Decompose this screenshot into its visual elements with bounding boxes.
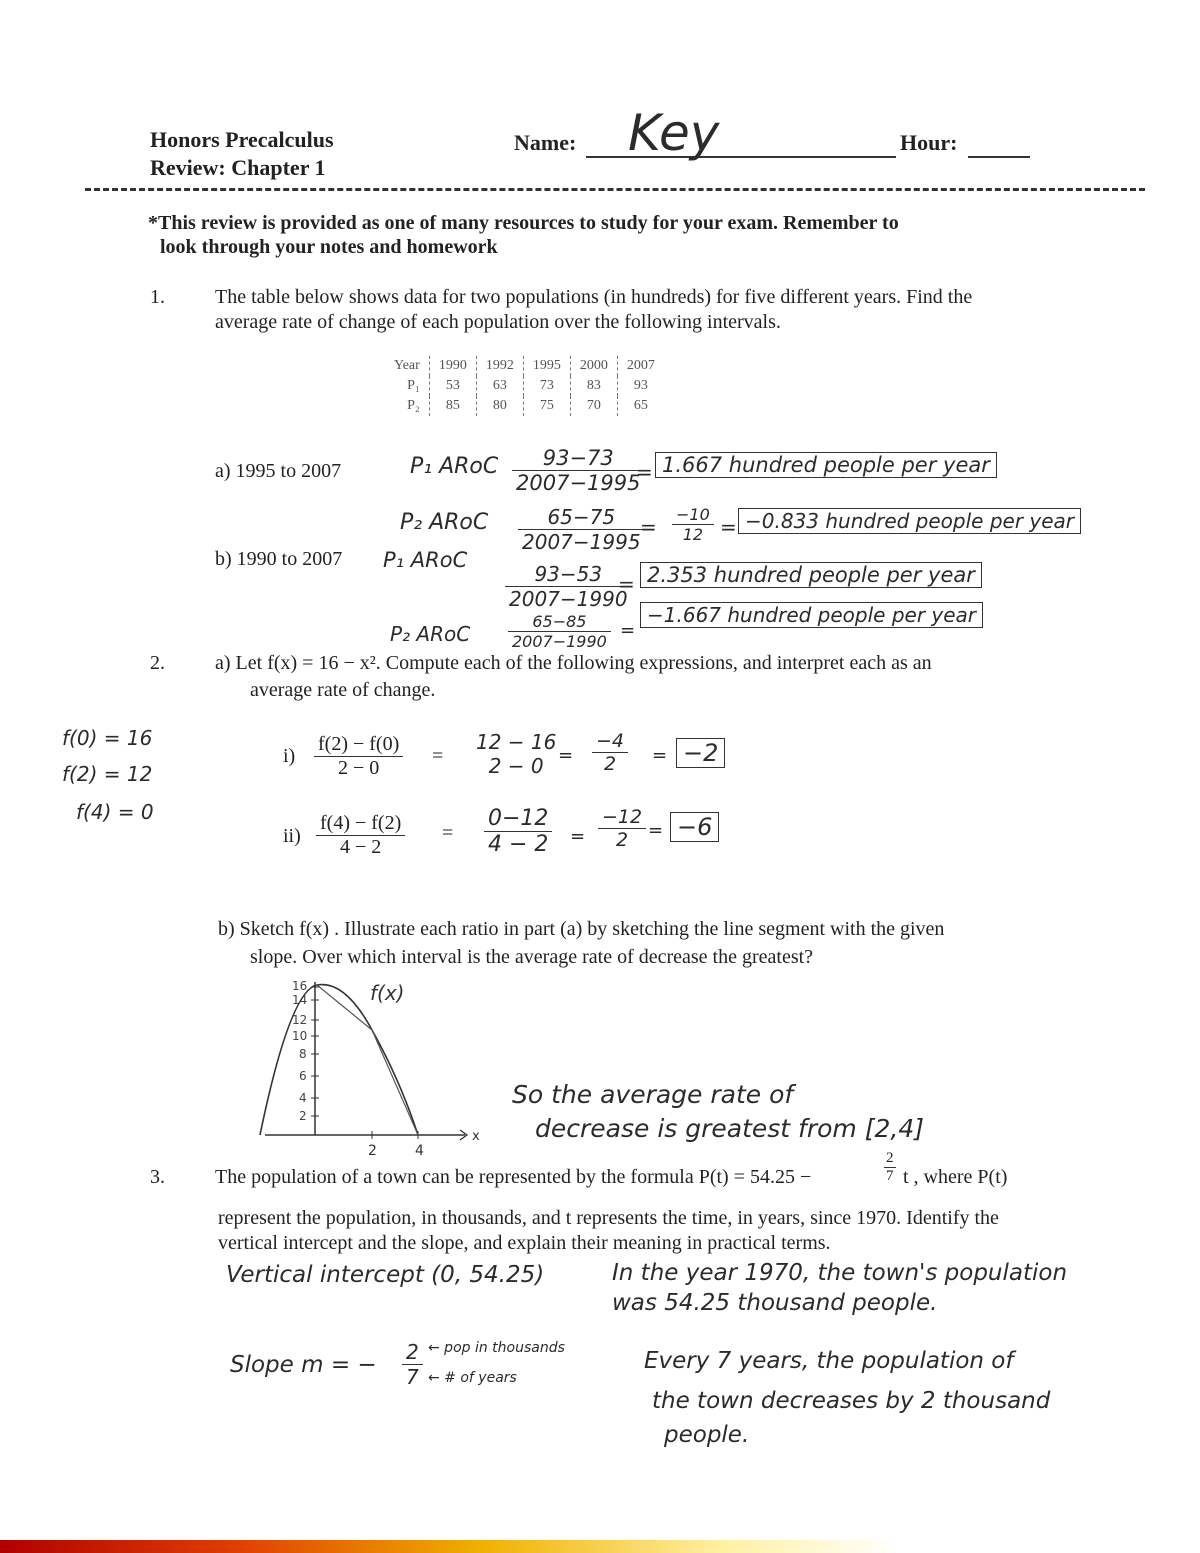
q3-formula-fraction (884, 1150, 896, 1185)
y-tick-label: 8 (299, 1047, 307, 1061)
q1-a-p1-label: P₁ ARoC (410, 454, 499, 479)
fraction-numerator: −12 (598, 806, 646, 829)
q3-intercept-explanation-1: In the year 1970, the town's population (612, 1260, 1068, 1286)
q2-a-line-1: a) Let f(x) = 16 − x². Compute each of the following expressions, and interpret each as an (215, 652, 932, 674)
side-note: f(0) = 16 (62, 726, 153, 750)
q2-i-simplified (592, 730, 628, 775)
q1-a-p2-answer: −0.833 hundred people per year (738, 508, 1081, 534)
table-cell: 83 (570, 376, 617, 396)
q1-b-p1-fraction (505, 562, 632, 611)
fraction-numerator: 65−75 (518, 505, 645, 530)
table-cell: 65 (617, 396, 664, 416)
q1-b-p2-fraction (508, 612, 611, 651)
q1-a-p2-mid-fraction (672, 505, 714, 544)
conclusion-line-2: decrease is greatest from [2,4] (535, 1114, 924, 1143)
fraction-numerator: 0−12 (484, 806, 552, 832)
fraction-denominator: 2007−1995 (516, 471, 641, 495)
q1-b-p2-answer: −1.667 hundred people per year (640, 602, 983, 628)
intro-line-1: *This review is provided as one of many resources to study for your exam. Remember to (148, 212, 899, 234)
q1-line-2: average rate of change of each population over the following intervals. (215, 311, 781, 333)
secant-line-0-2 (317, 985, 372, 1030)
fraction-numerator: −4 (592, 730, 628, 753)
fraction-denominator: 2 (603, 753, 617, 775)
fraction-numerator: 12 − 16 (476, 730, 557, 754)
table-cell: 73 (523, 376, 570, 396)
q1-b-p1-label: P₁ ARoC (383, 548, 468, 572)
table-cell: 70 (570, 396, 617, 416)
y-tick-label: 10 (292, 1029, 308, 1043)
hour-line (968, 156, 1030, 158)
fraction-denominator: 12 (682, 525, 704, 544)
table-cell: P₂ (407, 398, 420, 413)
q2-i-label: i) (283, 745, 296, 767)
scan-edge-bar (0, 1540, 1200, 1553)
name-label: Name: (514, 130, 577, 155)
function-sketch (220, 970, 520, 1170)
side-note: f(2) = 12 (62, 762, 153, 786)
fraction-denominator: 2007−1990 (509, 587, 628, 611)
table-cell: 53 (429, 376, 476, 396)
graph-label: f(x) (370, 981, 405, 1005)
fraction-numerator: f(2) − f(0) (314, 733, 403, 757)
table-cell: 1990 (429, 356, 476, 376)
q1-a-p1-answer: 1.667 hundred people per year (655, 452, 997, 478)
q3-slope-note-top: ← pop in thousands (428, 1340, 565, 1356)
fraction-numerator: 93−53 (505, 562, 632, 587)
fraction-denominator: 2 − 0 (488, 754, 544, 778)
table-cell: 2007 (617, 356, 664, 376)
parabola-curve (260, 985, 418, 1135)
y-tick-label: 12 (292, 1013, 308, 1027)
q1-number: 1. (150, 286, 165, 308)
table-cell: 1995 (523, 356, 570, 376)
q2-ii-fraction (316, 812, 405, 859)
q3-line-1-after: t , where P(t) (903, 1166, 1008, 1188)
table-cell: 1992 (476, 356, 523, 376)
q1-b-p1-answer: 2.353 hundred people per year (640, 562, 982, 588)
q2-i-work (472, 730, 560, 778)
q3-intercept-label: Vertical intercept (0, 54.25) (226, 1262, 545, 1288)
fraction-denominator: 2007−1990 (512, 632, 607, 651)
fraction-numerator: f(4) − f(2) (316, 812, 405, 836)
table-cell: 93 (617, 376, 664, 396)
x-tick-label: 4 (415, 1143, 424, 1159)
q3-slope-label: Slope m = − (230, 1352, 377, 1378)
q3-line-2: represent the population, in thousands, and t represents the time, in years, since 1970. Identify the (218, 1207, 999, 1229)
q3-slope-explanation-1: Every 7 years, the population of (644, 1348, 1014, 1374)
q2-b-line-1: b) Sketch f(x) . Illustrate each ratio in part (a) by sketching the line segment with the given (218, 918, 945, 940)
table-cell: 2000 (570, 356, 617, 376)
fraction-numerator: 65−85 (508, 612, 611, 632)
table-cell: Year (394, 358, 420, 373)
q1-a-label: a) 1995 to 2007 (215, 460, 342, 482)
fraction-numerator: −10 (672, 505, 714, 525)
fraction-denominator: 2 − 0 (337, 757, 380, 779)
fraction-denominator: 7 (406, 1365, 419, 1389)
header-divider (85, 188, 1145, 191)
q1-b-label: b) 1990 to 2007 (215, 548, 343, 570)
q1-a-p2-label: P₂ ARoC (400, 510, 489, 535)
q2-ii-simplified (598, 806, 646, 851)
y-tick-label: 4 (299, 1091, 307, 1105)
q2-ii-label: ii) (283, 825, 301, 847)
q3-number: 3. (150, 1166, 165, 1188)
q2-ii-work (484, 806, 552, 857)
y-tick-label: 16 (292, 979, 308, 993)
q2-i-fraction (314, 733, 403, 780)
q1-a-p1-fraction (512, 446, 644, 495)
fraction-denominator: 2 (616, 829, 629, 851)
conclusion-line-1: So the average rate of (512, 1080, 794, 1109)
q2-b-line-2: slope. Over which interval is the average rate of decrease the greatest? (250, 946, 814, 968)
q1-a-p2-fraction (518, 505, 645, 554)
intro-line-2: look through your notes and homework (160, 236, 498, 258)
fraction-numerator: 2 (402, 1340, 423, 1365)
table-row (385, 376, 664, 396)
q2-a-line-2: average rate of change. (250, 679, 436, 701)
fraction-numerator: 93−73 (512, 446, 644, 471)
q2-i-answer: −2 (676, 738, 725, 768)
y-tick-label: 6 (299, 1069, 307, 1083)
q3-slope-fraction (402, 1340, 423, 1389)
table-cell: 80 (476, 396, 523, 416)
fraction-denominator: 2007−1995 (522, 530, 641, 554)
fraction-numerator: 2 (886, 1150, 894, 1166)
course-title: Honors Precalculus (150, 127, 334, 152)
table-cell: 75 (523, 396, 570, 416)
table-cell: P₁ (407, 378, 420, 393)
x-axis-label: x (472, 1129, 480, 1144)
table-cell: 63 (476, 376, 523, 396)
y-tick-label: 2 (299, 1109, 307, 1123)
secant-line-2-4 (372, 1030, 418, 1135)
table-row (385, 356, 664, 376)
q3-line-1-before: The population of a town can be represented by the formula P(t) = 54.25 − (215, 1166, 812, 1188)
x-tick-label: 2 (368, 1143, 377, 1159)
name-value: Key (628, 104, 720, 162)
q3-slope-note-bottom: ← # of years (428, 1370, 517, 1386)
fraction-denominator: 4 − 2 (339, 836, 382, 858)
table-row (385, 396, 664, 416)
q2-ii-answer: −6 (670, 812, 719, 842)
y-tick-label: 14 (292, 993, 308, 1007)
population-table (385, 356, 664, 416)
side-note: f(4) = 0 (76, 800, 154, 824)
q1-line-1: The table below shows data for two populations (in hundreds) for five different years. Find the (215, 286, 973, 308)
fraction-denominator: 7 (886, 1168, 894, 1184)
review-title: Review: Chapter 1 (150, 155, 326, 180)
q3-intercept-explanation-2: was 54.25 thousand people. (612, 1290, 938, 1316)
q2-number: 2. (150, 652, 165, 674)
q3-line-3: vertical intercept and the slope, and explain their meaning in practical terms. (218, 1232, 831, 1254)
fraction-denominator: 4 − 2 (488, 832, 549, 857)
table-cell: 85 (429, 396, 476, 416)
q1-b-p2-label: P₂ ARoC (390, 622, 471, 646)
hour-label: Hour: (900, 130, 958, 155)
q3-slope-explanation-2: the town decreases by 2 thousand (652, 1388, 1051, 1414)
q3-slope-explanation-3: people. (664, 1422, 750, 1448)
